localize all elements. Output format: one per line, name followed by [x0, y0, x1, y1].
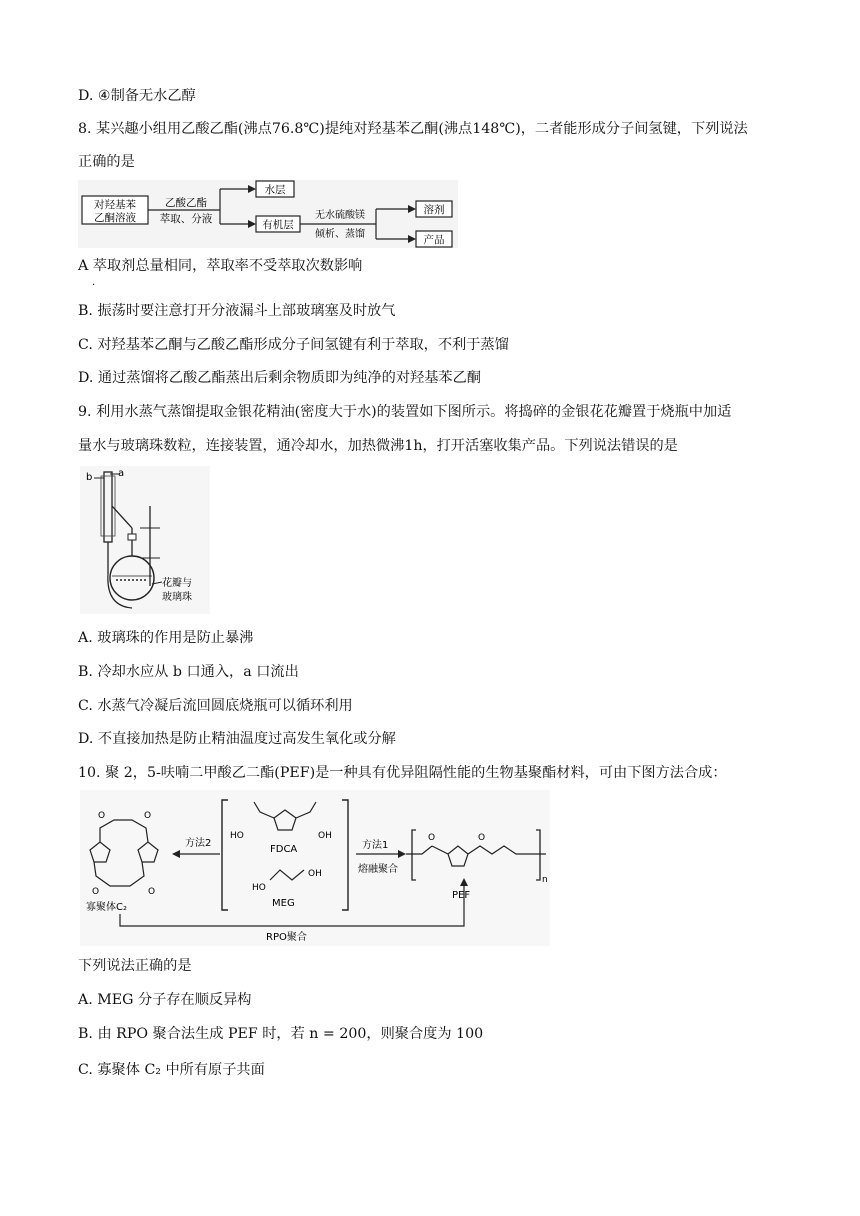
flow-product: 产品: [423, 234, 445, 246]
flow-start-l2: 乙酮溶液: [94, 212, 136, 224]
label-a: a: [118, 468, 125, 479]
q9-option-c: C. 水蒸气冷凝后流回圆底烧瓶可以循环利用: [78, 698, 353, 714]
flow-step1-l1: 乙酸乙酯: [165, 197, 207, 209]
oligomer-label: 寡聚体C₂: [86, 902, 127, 913]
meg-ho: HO: [252, 883, 266, 893]
pef-o2: O: [478, 833, 486, 843]
q8-stem-line2: 正确的是: [78, 154, 135, 170]
rpo-label: RPO聚合: [266, 932, 307, 943]
fdca-label: FDCA: [270, 844, 298, 855]
q9-option-a: A. 玻璃珠的作用是防止暴沸: [78, 630, 254, 646]
meg-label: MEG: [272, 898, 295, 909]
flow-step1-l2: 萃取、分液: [159, 213, 213, 225]
q8-option-b: B. 振荡时要注意打开分液漏斗上部玻璃塞及时放气: [78, 303, 396, 319]
q9-option-d: D. 不直接加热是防止精油温度过高发生氧化或分解: [78, 731, 396, 747]
oligomer-o1: O: [98, 811, 106, 821]
flow-step2-l2: 倾析、蒸馏: [315, 229, 365, 240]
q9-apparatus: [80, 466, 210, 614]
q10-prompt: 下列说法正确的是: [78, 958, 192, 974]
label-flask-l1: 花瓣与: [162, 578, 192, 589]
label-b: b: [86, 472, 93, 483]
melt-label: 熔融聚合: [358, 864, 398, 875]
stray-dot: ·: [92, 280, 96, 291]
q9-stem-line2: 量水与玻璃珠数粒，连接装置，通冷却水，加热微沸1h，打开活塞收集产品。下列说法错误的是: [78, 438, 678, 454]
q7-option-d: D. ④制备无水乙醇: [78, 88, 196, 104]
q10-option-c: C. 寡聚体 C₂ 中所有原子共面: [78, 1062, 265, 1078]
fdca-oh: OH: [318, 831, 332, 841]
q8-option-c: C. 对羟基苯乙酮与乙酸乙酯形成分子间氢键有利于萃取，不利于蒸馏: [78, 337, 509, 353]
pef-o1: O: [428, 833, 436, 843]
flow-organic: 有机层: [262, 219, 294, 231]
q10-scheme: [80, 790, 550, 946]
flow-solvent: 溶剂: [423, 204, 445, 216]
q9-stem-line1: 9. 利用水蒸气蒸馏提取金银花精油(密度大于水)的装置如下图所示。将捣碎的金银花花瓣置于烧瓶中加适: [78, 404, 732, 420]
flow-water: 水层: [264, 184, 286, 196]
fdca-ho: HO: [230, 831, 244, 841]
oligomer-o4: O: [148, 887, 156, 897]
method2-label: 方法2: [185, 838, 212, 849]
q8-option-d: D. 通过蒸馏将乙酸乙酯蒸出后剩余物质即为纯净的对羟基苯乙酮: [78, 370, 481, 386]
oligomer-o3: O: [92, 887, 100, 897]
oligomer-o2: O: [144, 811, 152, 821]
q8-flowchart: [78, 180, 458, 248]
q10-option-a: A. MEG 分子存在顺反异构: [78, 992, 252, 1008]
meg-oh: OH: [308, 869, 322, 879]
q8-option-a: A 萃取剂总量相同，萃取率不受萃取次数影响: [78, 258, 363, 274]
q8-stem-line1: 8. 某兴趣小组用乙酸乙酯(沸点76.8℃)提纯对羟基苯乙酮(沸点148℃)，二者能形成分子间氢键，下列说法: [78, 121, 748, 137]
pef-label: PEF: [452, 890, 471, 901]
method1-label: 方法1: [362, 840, 389, 851]
flow-start-l1: 对羟基苯: [94, 199, 136, 211]
q10-option-b: B. 由 RPO 聚合法生成 PEF 时，若 n = 200，则聚合度为 100: [78, 1026, 484, 1042]
flow-step2-l1: 无水硫酸镁: [315, 210, 365, 221]
q10-stem: 10. 聚 2，5-呋喃二甲酸乙二酯(PEF)是一种具有优异阻隔性能的生物基聚酯材料，可由下图方法合成：: [78, 765, 727, 781]
label-flask-l2: 玻璃珠: [162, 592, 192, 603]
pef-n: n: [542, 875, 548, 885]
q9-option-b: B. 冷却水应从 b 口通入，a 口流出: [78, 664, 299, 680]
